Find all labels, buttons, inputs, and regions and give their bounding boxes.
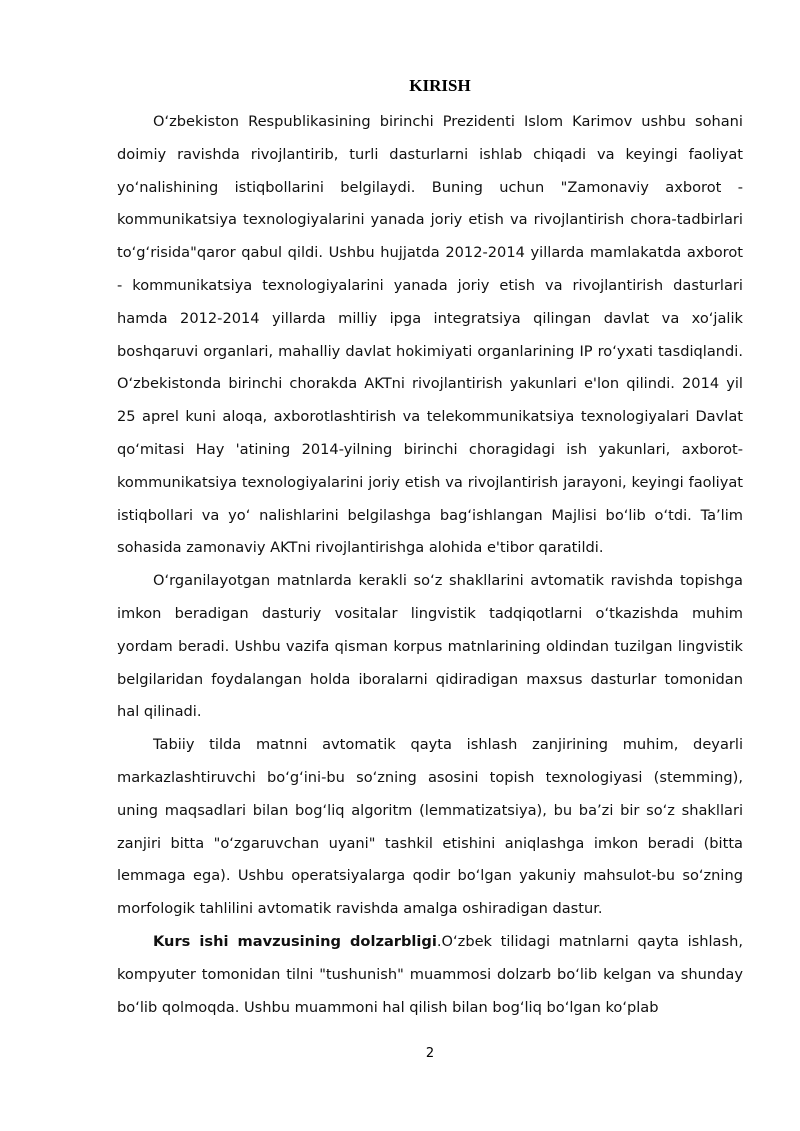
relevance-lead: Kurs ishi mavzusining dolzarbligi xyxy=(153,932,437,950)
paragraph-software-tools: O‘rganilayotgan matnlarda kerakli so‘z shakllarini avtomatik ravishda topishga imkon beradigan dasturiy vositalar lingvistik tadqiqotlarni o‘tkazishda muhim yordam beradi. Ushbu vazifa qisman korpus matnlarining oldindan tuzilgan lingvistik belgilaridan foydalangan holda iboralarni qidiradigan maxsus dasturlar tomonidan hal qilinadi. xyxy=(117,572,743,721)
paragraph-relevance xyxy=(117,926,743,1024)
section-heading: KIRISH xyxy=(409,76,471,95)
relevance-text: .O‘zbek tilidagi matnlarni qayta ishlash, kompyuter tomonidan tilni "tushunish" muammosi dolzarb bo‘lib kelgan va shunday bo‘lib qolmoqda. Ushbu muammoni hal qilish bilan bog‘liq bo‘lgan ko‘plab xyxy=(117,932,743,1016)
paragraph-intro: O‘zbekiston Respublikasining birinchi Prezidenti Islom Karimov ushbu sohani doimiy ravishda rivojlantirib, turli dasturlarni ishlab chiqadi va keyingi faoliyat yo‘nalishining istiqbollarini belgilaydi. Buning uchun "Zamonaviy axborot - kommunikatsiya texnologiyalarini yanada joriy etish va rivojlantirish chora-tadbirlari to‘g‘risida"qaror qabul qildi. Ushbu hujjatda 2012-2014 yillarda mamlakatda axborot - kommunikatsiya texnologiyalarini yanada joriy etish va rivojlantirish dasturlari hamda 2012-2014 yillarda milliy ipga integratsiya qilingan davlat va xo‘jalik boshqaruvi organlari, mahalliy davlat hokimiyati organlarining IP ro‘yxati tasdiqlandi. O‘zbekistonda birinchi chorakda AKTni rivojlantirish yakunlari e'lon qilindi. 2014 yil 25 aprel kuni aloqa, axborotlashtirish va telekommunikatsiya texnologiyalari Davlat qo‘mitasi Hay 'atining 2014-yilning birinchi choragidagi ish yakunlari, axborot-kommunikatsiya texnologiyalarini joriy etish va rivojlantirish jarayoni, keyingi faoliyat istiqbollari va yo‘ nalishlarini belgilashga bag‘ishlangan Majlisi bo‘lib o‘tdi. Ta’lim sohasida zamonaviy AKTni rivojlantirishga alohida e'tibor qaratildi. xyxy=(117,113,743,557)
document-body xyxy=(117,106,743,1024)
paragraph-stemming: Tabiiy tilda matnni avtomatik qayta ishlash zanjirining muhim, deyarli markazlashtiruvchi bo‘g‘ini-bu so‘zning asosini topish texnologiyasi (stemming), uning maqsadlari bilan bog‘liq algoritm (lemmatizatsiya), bu ba’zi bir so‘z shakllari zanjiri bitta "o‘zgaruvchan uyani" tashkil etishini aniqlashga imkon beradi (bitta lemmaga ega). Ushbu operatsiyalarga qodir bo‘lgan yakuniy mahsulot-bu so‘zning morfologik tahlilini avtomatik ravishda amalga oshiradigan dastur. xyxy=(117,736,743,918)
page-number: 2 xyxy=(425,1046,435,1061)
